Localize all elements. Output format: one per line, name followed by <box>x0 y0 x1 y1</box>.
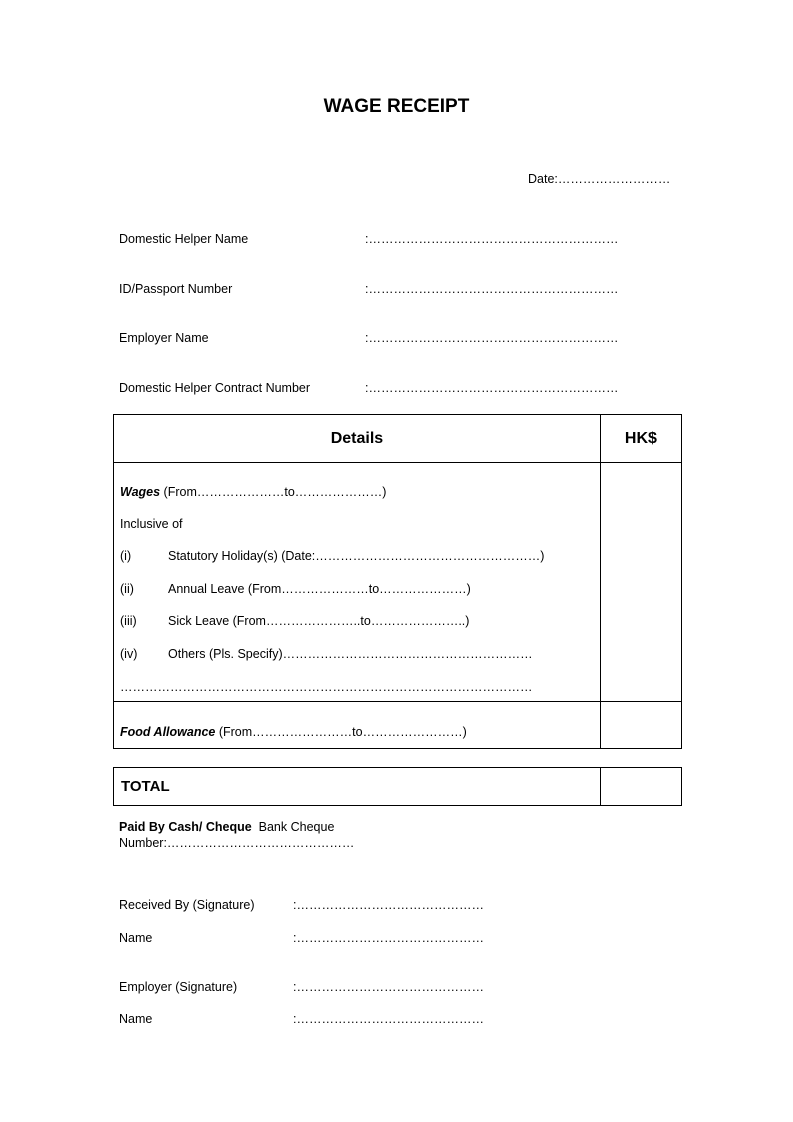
details-header: Details <box>114 415 601 463</box>
receipt-title: WAGE RECEIPT <box>323 96 470 117</box>
others-field[interactable]: Others (Pls. Specify)…………………………………………………… <box>168 647 533 661</box>
item-number: (ii) <box>120 582 134 596</box>
employer-signature-label: Employer (Signature) <box>119 980 238 994</box>
item-number: (iii) <box>120 614 137 628</box>
paid-by-label: Paid By Cash/ Cheque <box>119 820 252 834</box>
wages-amount-cell[interactable] <box>600 463 681 702</box>
food-allowance-cell <box>114 702 601 749</box>
received-by-label: Received By (Signature) <box>119 898 255 912</box>
employer-name-sign-field[interactable]: :……………………………………… <box>293 1012 484 1026</box>
passport-number-label: ID/Passport Number <box>119 282 233 296</box>
wages-label: Wages <box>120 485 161 499</box>
receiver-name-label: Name <box>119 931 153 945</box>
received-by-signature-field[interactable]: :……………………………………… <box>293 898 484 912</box>
passport-number-field[interactable]: :…………………………………………………… <box>365 282 619 296</box>
receiver-name-field[interactable]: :……………………………………… <box>293 931 484 945</box>
employer-signature-field[interactable]: :……………………………………… <box>293 980 484 994</box>
details-table <box>113 414 682 749</box>
food-allowance-period-field[interactable]: (From……………………to……………………) <box>215 725 467 739</box>
item-number: (iv) <box>120 647 138 661</box>
employer-name-label: Employer Name <box>119 331 209 345</box>
total-amount-cell[interactable] <box>600 768 681 806</box>
item-number: (i) <box>120 549 132 563</box>
food-allowance-amount-cell[interactable] <box>600 702 681 749</box>
helper-name-label: Domestic Helper Name <box>119 232 249 246</box>
annual-leave-field[interactable]: Annual Leave (From…………………to…………………) <box>168 582 471 596</box>
wages-line <box>120 485 386 499</box>
amount-header: HK$ <box>600 415 681 463</box>
food-allowance-line <box>120 725 467 739</box>
food-allowance-label: Food Allowance <box>120 725 216 739</box>
sick-leave-field[interactable]: Sick Leave (From…………………..to…………………..) <box>168 614 470 628</box>
date-field[interactable]: Date:……………………… <box>528 172 671 186</box>
bank-cheque-label: Bank Cheque <box>258 820 335 834</box>
wages-period-field[interactable]: (From…………………to…………………) <box>160 485 387 499</box>
employer-name-sign-label: Name <box>119 1012 153 1026</box>
inclusive-label: Inclusive of <box>120 517 183 531</box>
helper-name-field[interactable]: :…………………………………………………… <box>365 232 619 246</box>
payment-method-line <box>119 820 334 834</box>
total-table <box>113 767 682 806</box>
statutory-holiday-field[interactable]: Statutory Holiday(s) (Date:………………………………………………) <box>168 549 545 563</box>
extra-details-field[interactable]: ……………………………………………………………………………………… <box>120 680 533 694</box>
total-label: TOTAL <box>114 768 601 806</box>
contract-number-label: Domestic Helper Contract Number <box>119 381 311 395</box>
cheque-number-field[interactable]: Number:……………………………………… <box>119 836 355 850</box>
employer-name-field[interactable]: :…………………………………………………… <box>365 331 619 345</box>
contract-number-field[interactable]: :…………………………………………………… <box>365 381 619 395</box>
wages-details-cell <box>114 463 601 702</box>
